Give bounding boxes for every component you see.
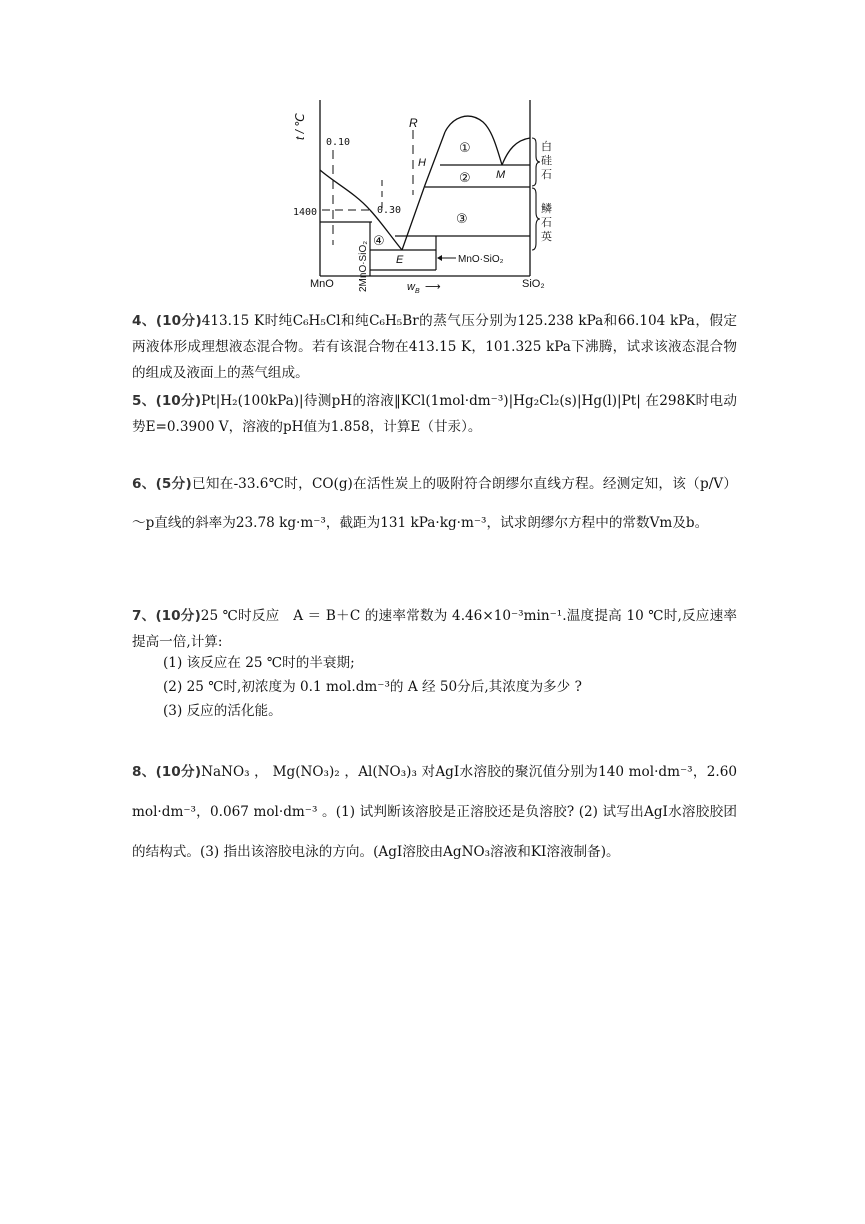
point-E: E bbox=[396, 254, 404, 266]
question-5-number: 5、(10分) bbox=[132, 393, 202, 409]
question-8-text: NaNO₃ ， Mg(NO₃)₂ ，Al(NO₃)₃ 对AgI水溶胶的聚沉值分别为140 mol·dm⁻³，2.60 mol·dm⁻³，0.067 mol·dm⁻³ 。(1) 试判断该溶胶是正溶胶还是负溶胶? (2) 试写出AgI水溶胶胶团的结构式。(3) 指出该溶胶电泳的方向。(AgI溶胶由AgNO₃溶液和KI溶液制备)。 bbox=[132, 764, 737, 860]
side-lower-3: 英 bbox=[541, 230, 552, 243]
point-M: M bbox=[496, 169, 506, 181]
label-010: 0.10 bbox=[326, 137, 351, 148]
liquidus-top-right bbox=[502, 138, 530, 165]
liquidus-right bbox=[402, 132, 445, 250]
side-upper-2: 硅 bbox=[541, 154, 552, 167]
brace-lower bbox=[532, 188, 540, 250]
side-lower-2: 石 bbox=[541, 216, 552, 229]
phase-diagram bbox=[0, 0, 865, 300]
question-4-text: 413.15 K时纯C₆H₅Cl和纯C₆H₅Br的蒸气压分别为125.238 kPa和66.104 kPa，假定两液体形成理想液态混合物。若有该混合物在413.15 K，101.325 kPa下沸腾，试求该液态混合物的组成及液面上的蒸气组成。 bbox=[132, 313, 737, 381]
side-lower-1: 鳞 bbox=[541, 202, 552, 215]
question-4-number: 4、(10分) bbox=[132, 313, 202, 329]
tick-1400: 1400 bbox=[293, 207, 318, 218]
compound-left-label: 2MnO·SiO₂ bbox=[358, 240, 369, 292]
x-right-label: SiO₂ bbox=[522, 278, 545, 290]
region-1: ① bbox=[459, 141, 471, 156]
region-3: ③ bbox=[456, 212, 468, 227]
question-4 bbox=[132, 308, 737, 386]
region-4: ④ bbox=[373, 234, 385, 249]
question-7-number: 7、(10分) bbox=[132, 608, 201, 624]
region-2: ② bbox=[459, 171, 471, 186]
side-upper-1: 白 bbox=[541, 140, 552, 153]
label-030: 0.30 bbox=[377, 205, 402, 216]
compound-right-label: MnO·SiO₂ bbox=[458, 254, 504, 265]
x-axis-arrow: ⟶ bbox=[425, 281, 441, 293]
question-5-text: Pt|H₂(100kPa)|待测pH的溶液‖KCl(1mol·dm⁻³)|Hg₂Cl₂(s)|Hg(l)|Pt| 在298K时电动势E=0.3900 V，溶液的pH值为1.858，计算E（甘汞）。 bbox=[132, 393, 737, 435]
side-upper-3: 石 bbox=[541, 168, 552, 181]
question-5 bbox=[132, 388, 737, 440]
x-axis-label: $w_B$ bbox=[407, 281, 420, 295]
question-7-item-3: (3) 反应的活化能。 bbox=[163, 703, 282, 719]
dome bbox=[445, 116, 502, 165]
question-6 bbox=[132, 465, 737, 543]
point-H: H bbox=[418, 157, 426, 169]
question-8 bbox=[132, 752, 737, 872]
question-7-item-1: (1) 该反应在 25 ℃时的半衰期; bbox=[163, 655, 355, 671]
question-7-item-2: (2) 25 ℃时,初浓度为 0.1 mol.dm⁻³的 A 经 50分后,其浓度为多少 ? bbox=[163, 679, 582, 695]
question-8-number: 8、(10分) bbox=[132, 764, 202, 780]
y-axis-label: t / ℃ bbox=[293, 113, 307, 140]
label-arrowhead bbox=[437, 255, 442, 261]
question-6-text: 已知在-33.6℃时，CO(g)在活性炭上的吸附符合朗缪尔直线方程。经测定知，该（p/V）～p直线的斜率为23.78 kg·m⁻³，截距为131 kPa·kg·m⁻³，试求朗缪尔方程中的常数Vm及b。 bbox=[132, 476, 737, 531]
brace-upper bbox=[532, 138, 540, 186]
question-6-number: 6、(5分) bbox=[132, 476, 192, 492]
question-7-text: 25 ℃时反应 A ＝ B＋C 的速率常数为 4.46×10⁻³min⁻¹.温度提高 10 ℃时,反应速率提高一倍,计算: bbox=[132, 608, 737, 650]
question-7 bbox=[132, 603, 737, 655]
x-left-label: MnO bbox=[310, 278, 334, 290]
point-R: R bbox=[409, 116, 418, 130]
